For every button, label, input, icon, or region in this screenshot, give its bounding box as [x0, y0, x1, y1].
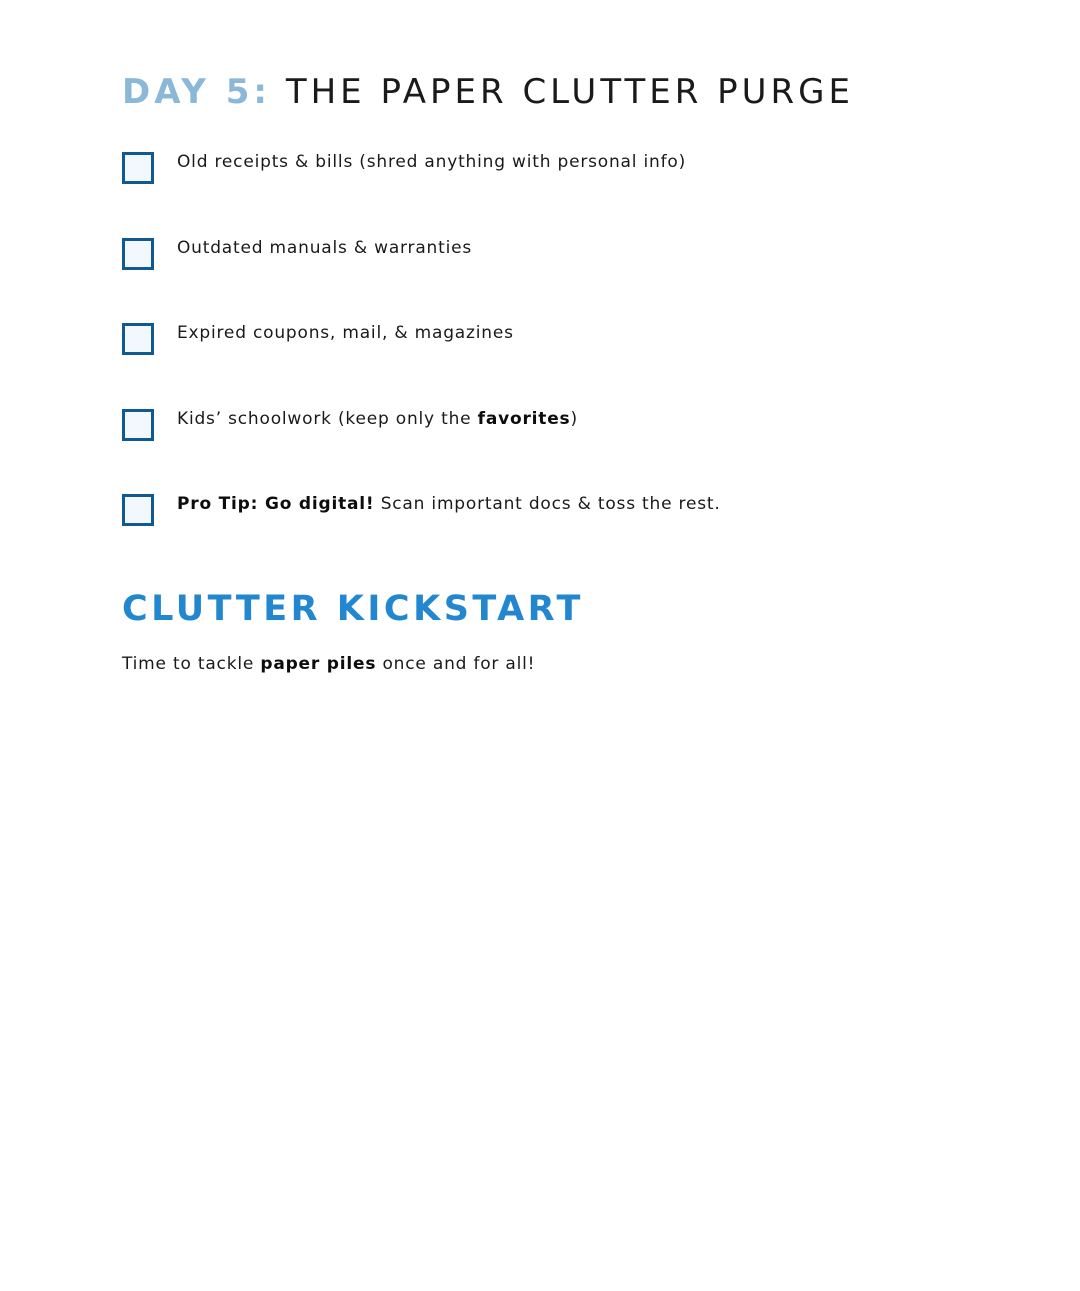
pro-tip-text: Scan important docs & toss the rest. — [374, 494, 721, 514]
schoolwork-text: Kids’ schoolwork (keep only the — [177, 408, 478, 429]
checkbox-coupons[interactable] — [122, 323, 154, 355]
checkbox-manuals[interactable] — [122, 238, 154, 270]
checklist-item-receipts — [122, 150, 1022, 236]
checklist — [122, 150, 1022, 578]
checkbox-pro-tip[interactable] — [122, 494, 154, 526]
checklist-item-label: Expired coupons, mail, & magazines — [177, 323, 514, 343]
checklist-item-label — [177, 407, 578, 431]
checklist-item-label: Outdated manuals & warranties — [177, 237, 473, 258]
day-topic: THE PAPER CLUTTER PURGE — [285, 72, 855, 112]
schoolwork-text-end: ) — [570, 408, 578, 429]
kickstart-heading: CLUTTER KICKSTART — [122, 589, 584, 629]
checklist-item-label: Old receipts & bills (shred anything with personal info) — [177, 152, 687, 172]
schoolwork-emphasis: favorites — [477, 408, 571, 429]
kickstart-text — [122, 652, 535, 676]
checkbox-schoolwork[interactable] — [122, 409, 154, 441]
pro-tip-label: Pro Tip: Go digital! — [177, 494, 375, 514]
checklist-item-pro-tip — [122, 492, 1022, 578]
checklist-item-label — [177, 492, 721, 516]
checkbox-receipts[interactable] — [122, 152, 154, 184]
kickstart-text-start: Time to tackle — [122, 654, 261, 674]
kickstart-text-end: once and for all! — [376, 654, 536, 674]
checklist-item-schoolwork — [122, 407, 1022, 493]
day-title — [122, 70, 854, 114]
kickstart-emphasis: paper piles — [260, 654, 377, 674]
checklist-item-coupons — [122, 321, 1022, 407]
checklist-item-manuals — [122, 236, 1022, 322]
day-label: DAY 5: — [122, 72, 271, 112]
